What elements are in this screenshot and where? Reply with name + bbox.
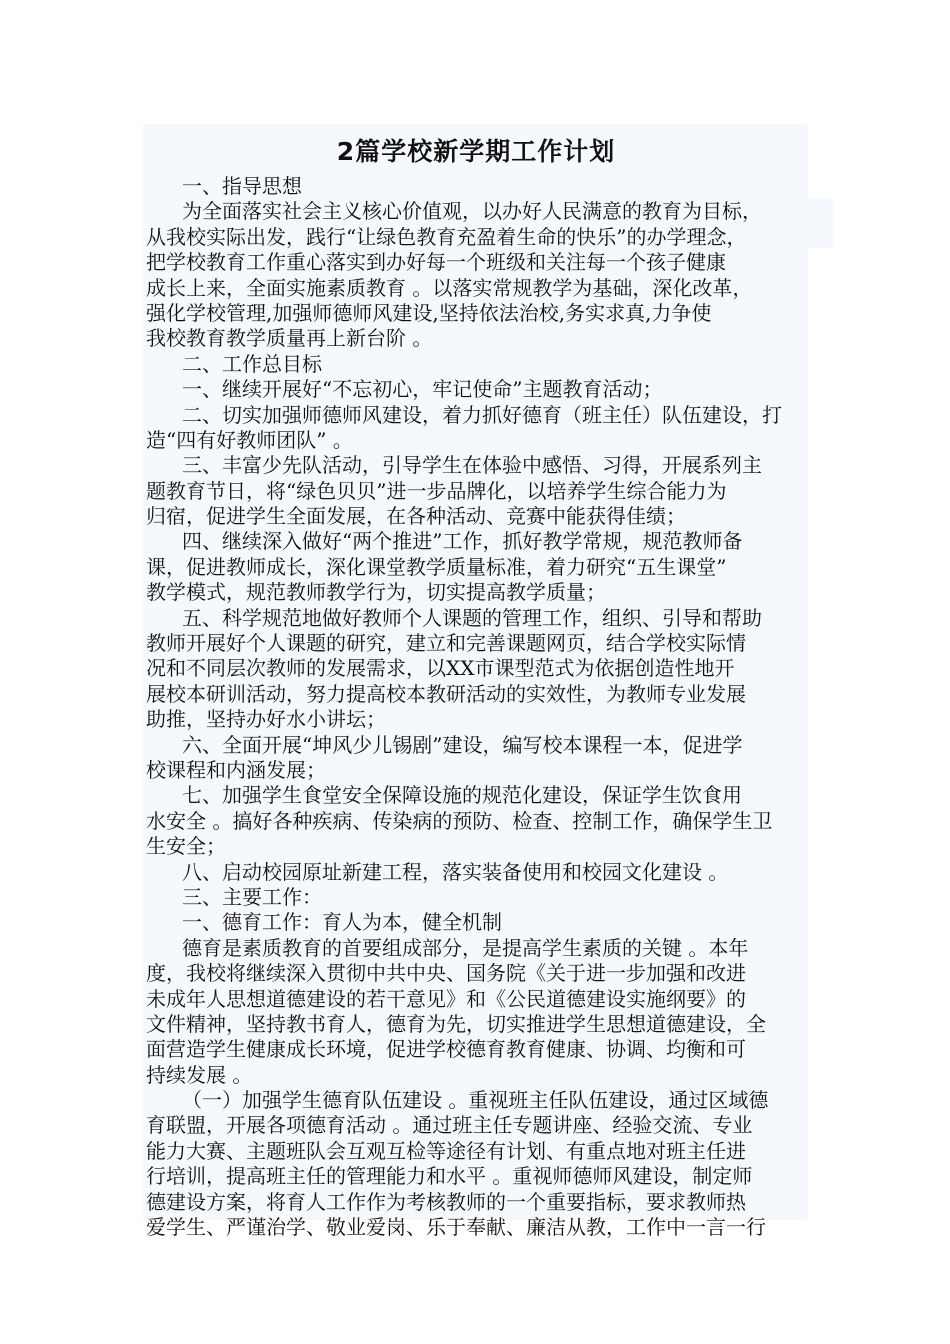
text-line: 能力大赛、主题班队会互观互检等途径有计划、有重点地对班主任进: [146, 1138, 746, 1163]
text-line: 六、全面开展“坤风少儿锡剧”建设，编写校本课程一本，促进学: [182, 732, 743, 757]
text-line: 校课程和内涵发展；: [146, 757, 326, 782]
highlight-overflow: [808, 223, 833, 248]
text-line: 教学模式，规范教师教学行为，切实提高教学质量；: [146, 580, 606, 605]
text-line: 把学校教育工作重心落实到办好每一个班级和关注每一个孩子健康: [146, 250, 726, 275]
text-line: 持续发展 。: [146, 1062, 253, 1087]
document-body: [146, 132, 806, 1240]
text-line: 一、指导思想: [182, 174, 302, 198]
text-line: 生安全；: [146, 834, 226, 859]
text-line: 二、工作总目标: [182, 351, 322, 376]
text-line: 五、科学规范地做好教师个人课题的管理工作，组织、引导和帮助: [182, 605, 762, 630]
text-line: 课，促进教师成长，深化课堂教学质量标准，着力研究“五生课堂”: [146, 554, 727, 579]
text-line: 造“四有好教师团队” 。: [146, 427, 353, 452]
text-line: 三、丰富少先队活动，引导学生在体验中感悟、习得，开展系列主: [182, 453, 762, 478]
text-line: 面营造学生健康成长环境，促进学校德育教育健康、协调、均衡和可: [146, 1037, 746, 1062]
text-line: 未成年人思想道德建设的若干意见》和《公民道德建设实施纲要》的: [146, 986, 746, 1011]
text-line: 强化学校管理,加强师德师风建设,坚持依法治校,务实求真,力争使: [146, 300, 712, 325]
text-line: 水安全 。搞好各种疾病、传染病的预防、检查、控制工作，确保学生卫: [146, 808, 773, 833]
text-line: 一、德育工作：育人为本，健全机制: [182, 910, 502, 935]
text-line: 七、加强学生食堂安全保障设施的规范化建设，保证学生饮食用: [182, 783, 742, 808]
text-line: 八、启动校园原址新建工程，落实装备使用和校园文化建设 。: [182, 859, 729, 884]
highlight-overflow: [808, 198, 833, 223]
text-line: 二、切实加强师德师风建设，着力抓好德育（班主任）队伍建设，打: [182, 402, 782, 427]
text-line: 归宿，促进学生全面发展，在各种活动、竞赛中能获得佳绩；: [146, 504, 686, 529]
paragraph-lines: [146, 174, 806, 1240]
text-line: 题教育节日，将“绿色贝贝”进一步品牌化，以培养学生综合能力为: [146, 478, 727, 503]
text-line: 为全面落实社会主义核心价值观，以办好人民满意的教育为目标，: [182, 199, 762, 224]
text-line: 德建设方案，将育人工作作为考核教师的一个重要指标，要求教师热: [146, 1189, 746, 1214]
text-line: 爱学生、严谨治学、敬业爱岗、乐于奉献、廉洁从教，工作中一言一行: [146, 1215, 766, 1240]
text-line: （一）加强学生德育队伍建设 。重视班主任队伍建设，通过区域德: [182, 1088, 769, 1113]
text-line: 展校本研训活动，努力提高校本教研活动的实效性，为教师专业发展: [146, 681, 746, 706]
text-line: 我校教育教学质量再上新台阶 。: [146, 326, 433, 351]
text-line: 育联盟，开展各项德育活动 。通过班主任专题讲座、经验交流、专业: [146, 1113, 753, 1138]
text-line: 成长上来，全面实施素质教育 。以落实常规教学为基础，深化改革，: [146, 275, 753, 300]
text-line: 助推，坚持办好水小讲坛；: [146, 707, 386, 732]
text-line: 文件精神，坚持教书育人，德育为先，切实推进学生思想道德建设，全: [146, 1011, 766, 1036]
text-line: 教师开展好个人课题的研究，建立和完善课题网页，结合学校实际情: [146, 631, 746, 656]
text-line: 况和不同层次教师的发展需求，以XX市课型范式为依据创造性地开: [146, 656, 735, 681]
text-line: 四、继续深入做好“两个推进”工作，抓好教学常规，规范教师备: [182, 529, 743, 554]
text-line: 从我校实际出发，践行“让绿色教育充盈着生命的快乐”的办学理念，: [146, 224, 747, 249]
text-line: 一、继续开展好“不忘初心，牢记使命”主题教育活动；: [182, 377, 663, 402]
text-line: 行培训，提高班主任的管理能力和水平 。重视师德师风建设，制定师: [146, 1164, 753, 1189]
document-title: 2篇学校新学期工作计划: [336, 137, 616, 166]
text-line: 德育是素质教育的首要组成部分，是提高学生素质的关键 。本年: [182, 935, 749, 960]
text-line: 三、主要工作：: [182, 884, 322, 909]
text-line: 度，我校将继续深入贯彻中共中央、国务院《关于进一步加强和改进: [146, 961, 746, 986]
